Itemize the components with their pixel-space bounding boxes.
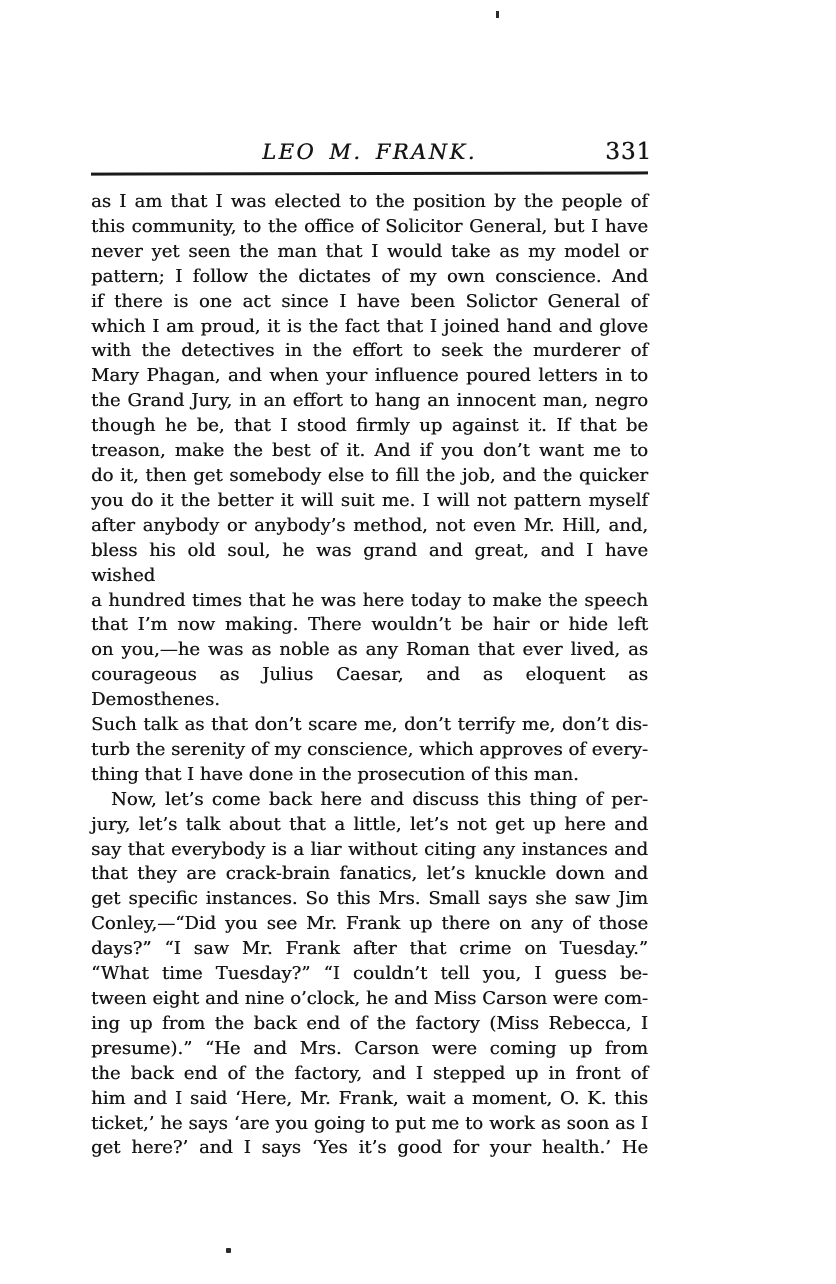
text-line: after anybody or anybody’s method, not even Mr. Hill, and, <box>91 514 648 536</box>
text-line: that they are crack-brain fanatics, let’s knuckle down and <box>91 863 648 885</box>
scan-speck <box>496 11 499 18</box>
text-line: bless his old soul, he was grand and great, and I have wished <box>91 539 648 586</box>
text-line: Such talk as that don’t scare me, don’t terrify me, don’t dis- <box>91 714 648 736</box>
text-line: ticket,’ he says ‘are you going to put me to work as soon as I <box>91 1112 648 1134</box>
text-line: get here?’ and I says ‘Yes it’s good for your health.’ He <box>91 1137 648 1159</box>
text-line: Mary Phagan, and when your influence poured letters in to <box>91 365 648 387</box>
text-line: this community, to the office of Solicitor General, but I have <box>91 215 648 237</box>
paragraph <box>91 788 648 1162</box>
text-line: jury, let’s talk about that a little, let’s not get up here and <box>91 813 648 835</box>
text-line: though he be, that I stood firmly up against it. If that be <box>91 415 648 437</box>
text-line: tween eight and nine o’clock, he and Miss Carson were com- <box>91 988 648 1009</box>
text-line: turb the serenity of my conscience, which approves of every- <box>91 738 648 760</box>
text-line: pattern; I follow the dictates of my own conscience. And <box>91 265 648 287</box>
text-line: a hundred times that he was here today to make the speech <box>91 589 648 611</box>
text-line: never yet seen the man that I would take as my model or <box>91 240 648 262</box>
text-line: courageous as Julius Caesar, and as eloquent as Demosthenes. <box>91 664 648 711</box>
text-line: thing that I have done in the prosecution of this man. <box>91 763 579 785</box>
text-line: days?” “I saw Mr. Frank after that crime on Tuesday.” <box>91 938 648 960</box>
text-line: him and I said ‘Here, Mr. Frank, wait a moment, O. K. this <box>91 1087 648 1109</box>
text-line: ing up from the back end of the factory (Miss Rebecca, I <box>91 1012 648 1034</box>
text-block <box>91 138 652 1161</box>
text-line: you do it the better it will suit me. I will not pattern myself <box>91 489 648 511</box>
text-line: on you,—he was as noble as any Roman that ever lived, as <box>91 639 648 661</box>
text-line: as I am that I was elected to the position by the people of <box>91 191 648 212</box>
text-line: do it, then get somebody else to fill the job, and the quicker <box>91 464 648 486</box>
page-number: 331 <box>605 139 652 165</box>
text-line: Now, let’s come back here and discuss this thing of per- <box>111 788 648 810</box>
text-line: get specific instances. So this Mrs. Small says she saw Jim <box>91 888 648 910</box>
page-header <box>91 138 652 166</box>
text-line: the back end of the factory, and I stepped up in front of <box>91 1062 648 1084</box>
scan-speck <box>226 1248 231 1253</box>
text-line: presume).” “He and Mrs. Carson were coming up from <box>91 1037 648 1059</box>
text-line: say that everybody is a liar without citing any instances and <box>91 838 648 860</box>
text-line: which I am proud, it is the fact that I joined hand and glove <box>91 315 648 337</box>
text-line: treason, make the best of it. And if you don’t want me to <box>91 440 648 462</box>
text-line: with the detectives in the effort to seek the murderer of <box>91 340 648 362</box>
text-line: the Grand Jury, in an effort to hang an innocent man, negro <box>91 390 648 412</box>
text-line: Conley,—“Did you see Mr. Frank up there on any of those <box>91 913 648 935</box>
running-title: LEO M. FRANK. <box>262 140 477 164</box>
text-line: that I’m now making. There wouldn’t be hair or hide left <box>91 614 648 636</box>
paragraph <box>91 190 648 788</box>
page-body <box>91 190 648 1161</box>
text-line: “What time Tuesday?” “I couldn’t tell you, I guess be- <box>91 963 648 985</box>
header-rule <box>91 171 648 175</box>
text-line: if there is one act since I have been Solictor General of <box>91 290 648 312</box>
